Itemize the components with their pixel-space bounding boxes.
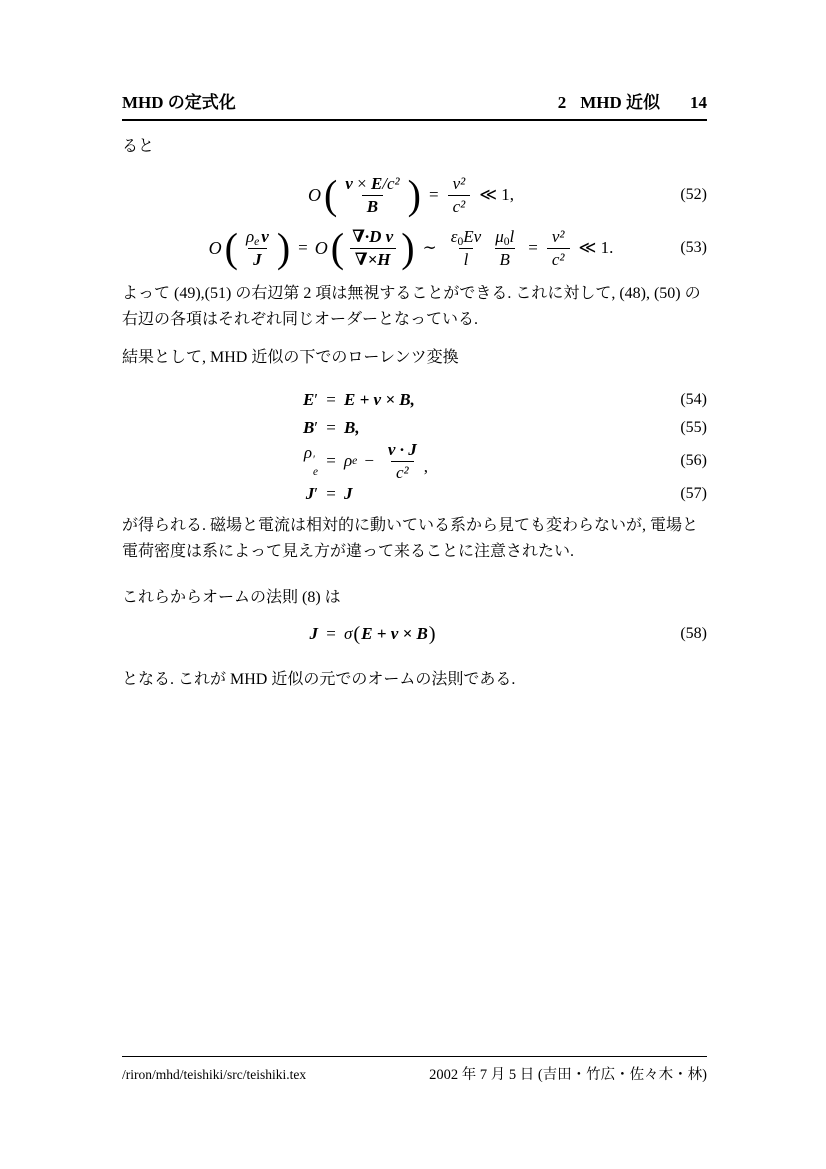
lhs: E′ (302, 390, 318, 409)
equals-sign: = (326, 451, 336, 470)
much-less-than: ≪ 1. (578, 238, 614, 257)
header-page-number: 14 (690, 93, 707, 112)
right-paren: ) (276, 224, 291, 271)
similar-sign: ∼ (422, 238, 437, 257)
fraction (340, 173, 404, 217)
denominator: J (248, 248, 267, 271)
denominator: c² (391, 461, 414, 484)
paragraph-2: 結果として, MHD 近似の下でのローレンツ変換 (122, 349, 459, 366)
numerator: $\rho_e$ v (245, 226, 269, 248)
equals-sign: = (298, 238, 308, 257)
paragraph-1 (122, 281, 707, 333)
equation-number: (54) (680, 391, 707, 408)
denominator: B (362, 195, 383, 218)
denominator: ∇×H (350, 248, 396, 271)
paragraph-1-line-1: よって (49),(51) の右辺第 2 項は無視することができる. これに対して, (48), (50) の (122, 285, 701, 302)
footer-date-authors: 2002 年 7 月 5 日 (吉田・竹広・佐々木・林) (429, 1067, 707, 1083)
equals-sign: = (326, 484, 336, 503)
equation-number: (53) (680, 239, 707, 256)
prime: ′ (314, 418, 318, 437)
paragraph-3-line-1: が得られる. 磁場と電流は相対的に動いている系から見ても変わらないが, 電場と (122, 517, 699, 534)
equation-58 (122, 616, 707, 652)
rhs: σ ( E + v × B ) (344, 622, 436, 645)
rhs: J (344, 484, 353, 503)
lhs: J′ (305, 484, 318, 503)
equation-number: (55) (680, 419, 707, 436)
big-o-operator: O (307, 184, 321, 205)
equation-52-math (308, 173, 521, 217)
paragraph-1-line-2: 右辺の各項はそれぞれ同じオーダーとなっている. (122, 311, 479, 328)
equals-sign: = (326, 624, 336, 643)
comma: , (423, 457, 428, 476)
paragraph-4: これらからオームの法則 (8) は (122, 589, 341, 606)
rhs: B, (344, 418, 360, 437)
equation-52 (122, 166, 707, 224)
page-header (122, 88, 707, 121)
header-running-title: MHD の定式化 (122, 93, 236, 112)
lhs: J (309, 624, 318, 643)
lhs: B′ (302, 418, 318, 437)
left-paren: ( (330, 224, 345, 271)
prime: ′ (313, 454, 316, 467)
fraction (547, 226, 570, 270)
header-section-info (558, 88, 707, 113)
equals-sign: = (326, 390, 336, 409)
equals-sign: = (326, 418, 336, 437)
equation-57 (122, 480, 707, 508)
equation-53-math (209, 226, 621, 270)
right-paren: ) (407, 171, 421, 218)
left-paren: ( (353, 622, 361, 645)
big-o-operator: O (314, 237, 328, 258)
numerator: v × E/c² (345, 173, 400, 193)
fraction (241, 226, 274, 270)
right-paren: ) (401, 224, 415, 271)
sigma-symbol: σ (344, 624, 353, 643)
equation-54 (122, 386, 707, 414)
equation-number: (57) (680, 485, 707, 502)
numerator: $\varepsilon_0Ev$ (450, 226, 482, 248)
header-section-number: 2 (557, 93, 567, 112)
fraction (490, 226, 519, 270)
equation-number: (56) (680, 452, 707, 469)
equation-55 (122, 414, 707, 442)
equation-56 (122, 439, 707, 482)
much-less-than: ≪ 1, (479, 185, 515, 204)
page-footer (122, 1056, 707, 1084)
equation-53 (122, 220, 707, 276)
paragraph-5: となる. これが MHD 近似の元でのオームの法則である. (122, 671, 516, 688)
right-paren: ) (428, 622, 436, 645)
big-o-operator: O (208, 237, 222, 258)
fraction (446, 226, 486, 270)
denominator: l (459, 248, 474, 271)
paragraph-3 (122, 513, 707, 565)
equals-sign: = (428, 185, 439, 204)
paragraph-3-line-2: 電荷密度は系によって見え方が違って来ることに注意されたい. (122, 543, 575, 560)
equals-sign: = (528, 238, 538, 257)
denominator: c² (448, 195, 471, 218)
numerator: $\mu_0l$ (495, 226, 515, 248)
denominator: B (495, 248, 515, 271)
equation-number: (52) (680, 186, 707, 203)
numerator: ∇·D v (352, 226, 394, 246)
prime: ′ (314, 484, 318, 503)
left-paren: ( (224, 224, 238, 271)
equation-number: (58) (680, 625, 707, 642)
fraction (448, 173, 471, 217)
fraction (347, 226, 398, 270)
minus-sign: − (364, 451, 374, 470)
rhs: E + v × B, (344, 390, 415, 409)
prime: ′ (314, 390, 318, 409)
rhs: ρ e − $\frac{v \cdot J}{\text{c²}}$ , (344, 439, 428, 482)
left-paren: ( (323, 171, 338, 218)
header-section-title: MHD 近似 (580, 93, 660, 112)
footer-source-path: /riron/mhd/teishiki/src/teishiki.tex (122, 1067, 307, 1082)
fraction (383, 439, 422, 483)
denominator: c² (547, 248, 570, 271)
numerator: v² (452, 173, 466, 193)
subscript: e (313, 466, 318, 479)
lhs: ρ ′ e (303, 443, 318, 479)
paragraph-lead: ると (122, 138, 155, 155)
numerator: v² (551, 226, 565, 246)
numerator: v · J (387, 439, 417, 459)
